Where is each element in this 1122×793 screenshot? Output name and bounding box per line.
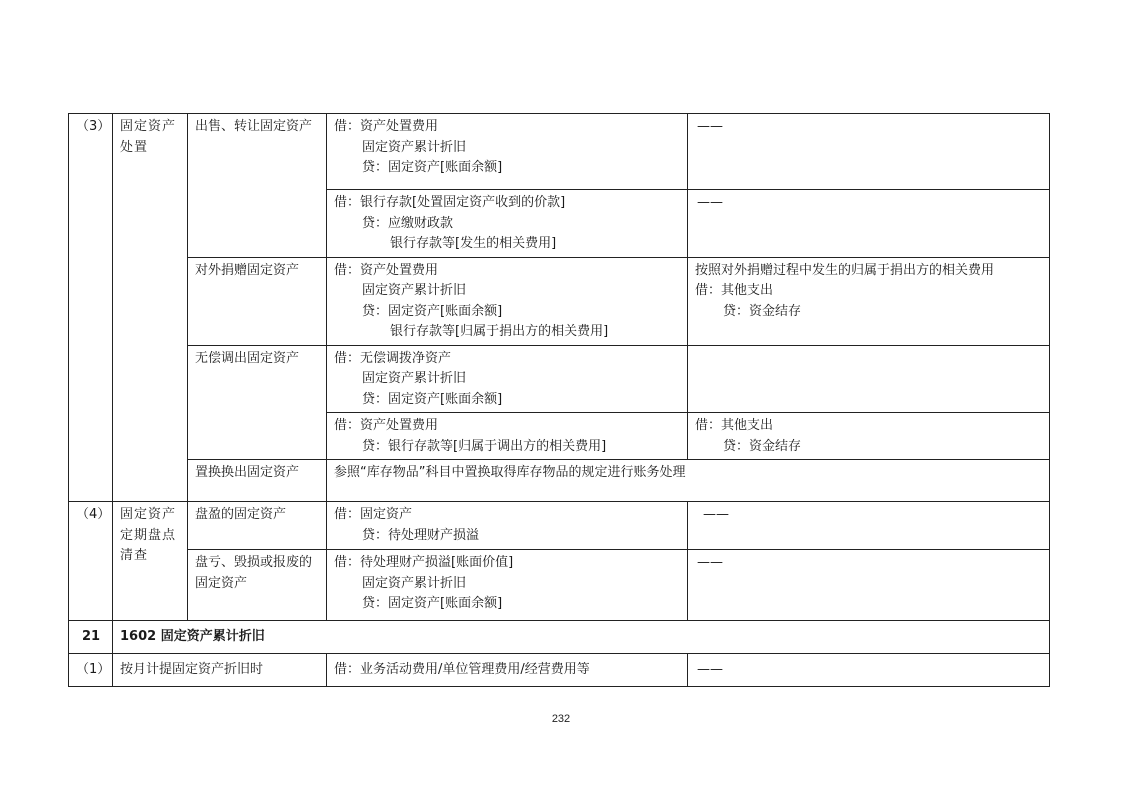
- table-row: [69, 550, 1050, 621]
- entry-line: 贷：固定资产[账面余额]: [362, 160, 503, 175]
- financial-entry-cell: [327, 257, 688, 345]
- budget-entry-cell: ——: [688, 190, 1050, 258]
- table-row: [69, 502, 1050, 550]
- entry-line: 贷：应缴财政款: [362, 215, 454, 231]
- financial-entry-cell: [327, 550, 688, 621]
- budget-entry-cell: ——: [688, 654, 1050, 687]
- entry-line: 贷：资金结存: [723, 438, 802, 454]
- row-number: （4）: [69, 502, 113, 621]
- entry-line: 借：待处理财产损溢[账面价值]: [334, 555, 514, 570]
- category-cell: 固定资产处置: [113, 114, 188, 502]
- financial-entry-cell: [327, 413, 688, 460]
- entry-line: 贷：资金结存: [723, 303, 802, 319]
- entry-line: 固定资产累计折旧: [362, 575, 467, 591]
- entry-line: 借：固定资产: [334, 507, 413, 522]
- entry-line: 贷：固定资产[账面余额]: [362, 596, 503, 611]
- budget-entry-cell: [688, 345, 1050, 413]
- accounting-entries-table: [68, 113, 1050, 687]
- merged-entry-cell: 参照“库存物品”科目中置换取得库存物品的规定进行账务处理: [327, 460, 1050, 502]
- entry-line: 贷：待处理财产损溢: [362, 527, 480, 543]
- budget-entry-cell: [688, 257, 1050, 345]
- table-row: [69, 621, 1050, 654]
- table-row: [69, 460, 1050, 502]
- business-cell: 对外捐赠固定资产: [188, 257, 327, 345]
- entry-line: 借：其他支出: [695, 283, 774, 298]
- entry-line: 借：无偿调拨净资产: [334, 350, 452, 366]
- financial-entry-cell: [327, 345, 688, 413]
- row-number: （1）: [69, 654, 113, 687]
- entry-line: 固定资产累计折旧: [362, 283, 467, 298]
- budget-entry-cell: ——: [688, 550, 1050, 621]
- entry-line: 固定资产累计折旧: [362, 139, 467, 155]
- row-number: （3）: [69, 114, 113, 502]
- financial-entry-cell: [327, 114, 688, 190]
- business-cell: 出售、转让固定资产: [188, 114, 327, 258]
- entry-line: 借：其他支出: [695, 418, 774, 433]
- category-cell: 固定资产定期盘点清查: [113, 502, 188, 621]
- entry-line: 贷：银行存款等[归属于调出方的相关费用]: [362, 438, 607, 454]
- financial-entry-cell: [327, 502, 688, 550]
- entry-line: 借：资产处置费用: [334, 262, 439, 278]
- entry-line: 银行存款等[归属于捐出方的相关费用]: [390, 324, 609, 339]
- entry-line: 固定资产累计折旧: [362, 371, 467, 386]
- financial-entry-cell: 借：业务活动费用/单位管理费用/经营费用等: [327, 654, 688, 687]
- business-cell: 无偿调出固定资产: [188, 345, 327, 460]
- financial-entry-cell: [327, 190, 688, 258]
- entry-line: 借：银行存款[处置固定资产收到的价款]: [334, 195, 566, 210]
- table-row: [69, 114, 1050, 190]
- entry-line: 银行存款等[发生的相关费用]: [390, 236, 557, 251]
- business-cell: 按月计提固定资产折旧时: [113, 654, 327, 687]
- business-cell: 置换换出固定资产: [188, 460, 327, 502]
- business-cell: 盘亏、毁损或报废的固定资产: [188, 550, 327, 621]
- entry-line: 贷：固定资产[账面余额]: [362, 391, 503, 407]
- entry-line: 贷：固定资产[账面余额]: [362, 303, 503, 319]
- entry-line: 借：资产处置费用: [334, 418, 439, 433]
- budget-entry-cell: ——: [688, 502, 1050, 550]
- table-row: [69, 345, 1050, 413]
- entry-line: 按照对外捐赠过程中发生的归属于捐出方的相关费用: [695, 262, 995, 278]
- entry-line: 借：资产处置费用: [334, 119, 439, 134]
- section-number: 21: [69, 621, 113, 654]
- table-row: [69, 257, 1050, 345]
- budget-entry-cell: ——: [688, 114, 1050, 190]
- table-row: [69, 654, 1050, 687]
- section-title: 1602 固定资产累计折旧: [113, 621, 1050, 654]
- page-number: 232: [551, 713, 571, 725]
- budget-entry-cell: [688, 413, 1050, 460]
- business-cell: 盘盈的固定资产: [188, 502, 327, 550]
